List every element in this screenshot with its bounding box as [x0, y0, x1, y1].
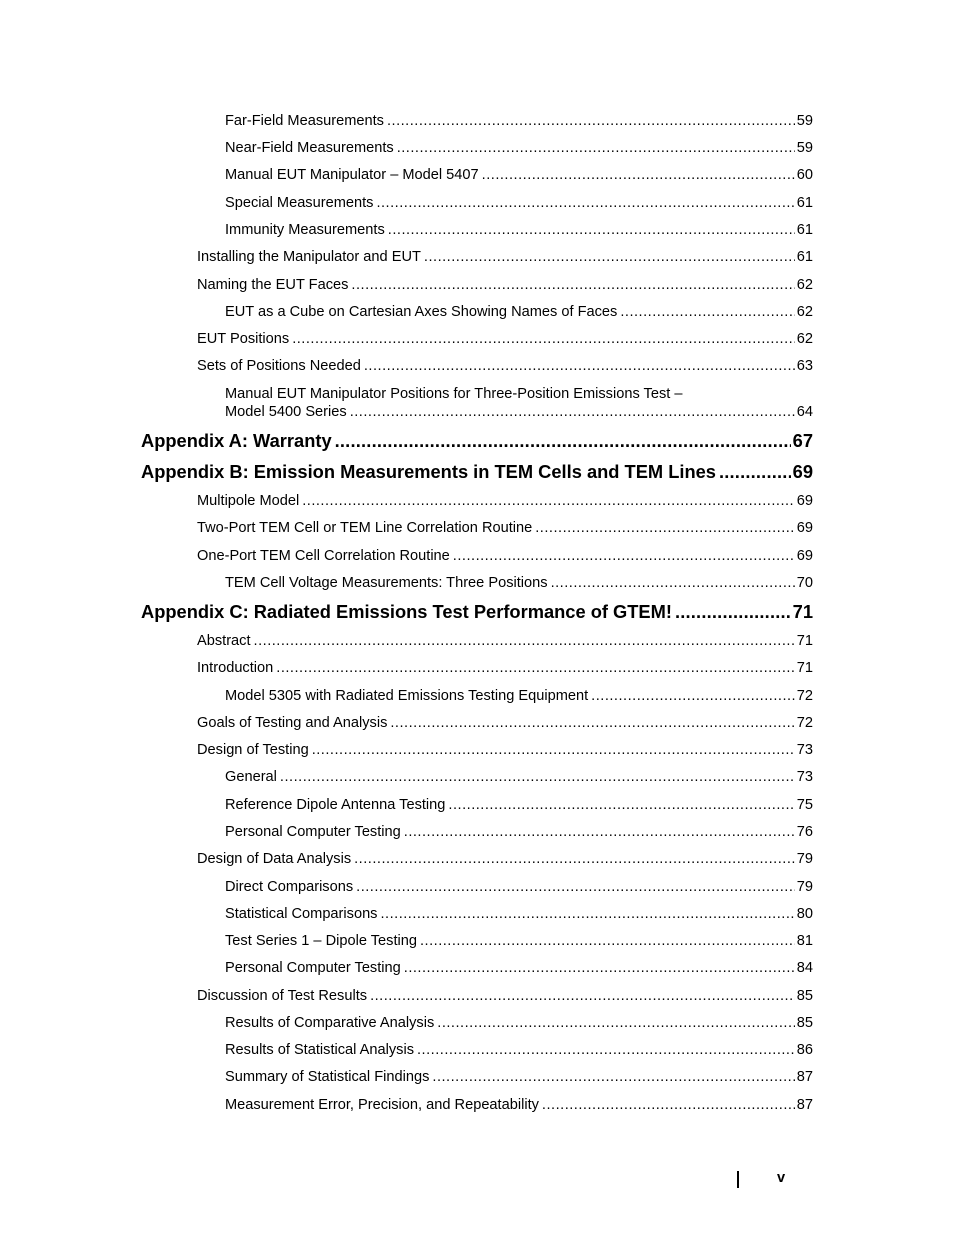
- toc-entry-page: 75: [796, 797, 813, 813]
- toc-entry[interactable]: [225, 932, 813, 950]
- toc-entry-page: 86: [796, 1042, 813, 1058]
- toc-entry[interactable]: [225, 112, 813, 130]
- toc-entry-page: 85: [796, 1015, 813, 1031]
- toc-entry-title: Installing the Manipulator and EUT: [197, 249, 421, 265]
- toc-entry[interactable]: [225, 194, 813, 212]
- toc-entry-page: 64: [796, 404, 813, 420]
- toc-entry-page: 79: [796, 879, 813, 895]
- toc-entry[interactable]: [225, 768, 813, 786]
- toc-entry-title: Appendix B: Emission Measurements in TEM Cells and TEM Lines: [141, 461, 716, 482]
- dot-leader: [432, 1068, 794, 1086]
- toc-entry-page: 59: [796, 113, 813, 129]
- toc-entry-title: Near-Field Measurements: [225, 140, 394, 156]
- toc-entry-title: Model 5400 Series: [225, 404, 347, 420]
- toc-entry[interactable]: [197, 659, 813, 677]
- footer-divider: [737, 1171, 739, 1188]
- toc-entry[interactable]: [225, 139, 813, 157]
- dot-leader: [390, 714, 794, 732]
- toc-entry-page: 87: [796, 1097, 813, 1113]
- toc-entry-page: 61: [796, 249, 813, 265]
- toc-entry[interactable]: [197, 492, 813, 510]
- toc-entry-title: EUT Positions: [197, 331, 290, 347]
- toc-entry[interactable]: [197, 714, 813, 732]
- toc-entry-title: Two-Port TEM Cell or TEM Line Correlation Routine: [197, 520, 533, 536]
- toc-entry-page: 85: [796, 988, 813, 1004]
- dot-leader: [302, 492, 795, 510]
- dot-leader: [351, 276, 794, 294]
- dot-leader: [254, 632, 795, 650]
- toc-entry-page: 72: [796, 688, 813, 704]
- toc-entry[interactable]: [225, 796, 813, 814]
- toc-entry-title: Appendix A: Warranty: [141, 430, 332, 451]
- dot-leader: [542, 1096, 795, 1114]
- toc-entry-title: Measurement Error, Precision, and Repeatability: [225, 1097, 539, 1113]
- toc-entry-title: Special Measurements: [225, 195, 374, 211]
- toc-entry[interactable]: [225, 687, 813, 705]
- toc-entry-title: General: [225, 769, 277, 785]
- toc-entry[interactable]: [197, 519, 813, 537]
- toc-entry[interactable]: [197, 850, 813, 868]
- toc-entry-page: 73: [796, 769, 813, 785]
- dot-leader: [675, 601, 791, 623]
- toc-entry-page: 69: [796, 493, 813, 509]
- toc-entry-title: One-Port TEM Cell Correlation Routine: [197, 548, 450, 564]
- toc-entry-title: Manual EUT Manipulator Positions for Three-Position Emissions Test –: [225, 386, 683, 402]
- dot-leader: [312, 741, 795, 759]
- dot-leader: [354, 850, 795, 868]
- dot-leader: [387, 112, 795, 130]
- dot-leader: [620, 303, 794, 321]
- dot-leader: [404, 823, 795, 841]
- toc-entry-page: 70: [796, 575, 813, 591]
- toc-entry-page: 84: [796, 960, 813, 976]
- toc-entry[interactable]: [197, 357, 813, 375]
- dot-leader: [364, 357, 795, 375]
- toc-entry-title: Model 5305 with Radiated Emissions Testing Equipment: [225, 688, 589, 704]
- toc-appendix-entry[interactable]: [141, 430, 813, 452]
- toc-entry-title: Reference Dipole Antenna Testing: [225, 797, 446, 813]
- toc-entry-title: Test Series 1 – Dipole Testing: [225, 933, 417, 949]
- dot-leader: [292, 330, 795, 348]
- dot-leader: [380, 905, 794, 923]
- toc-entry-page: 62: [796, 304, 813, 320]
- toc-entry-page: 69: [796, 520, 813, 536]
- toc-entry-page: 71: [792, 601, 813, 622]
- toc-entry-page: 79: [796, 851, 813, 867]
- toc-entry-title: Introduction: [197, 660, 274, 676]
- toc-entry-title: TEM Cell Voltage Measurements: Three Positions: [225, 575, 548, 591]
- dot-leader: [376, 194, 794, 212]
- toc-entry-title: Summary of Statistical Findings: [225, 1069, 430, 1085]
- toc-entry[interactable]: [197, 741, 813, 759]
- toc-entry-page: 87: [796, 1069, 813, 1085]
- toc-entry-page: 69: [796, 548, 813, 564]
- dot-leader: [370, 987, 795, 1005]
- dot-leader: [417, 1041, 795, 1059]
- dot-leader: [591, 687, 795, 705]
- toc-entry-page: 60: [796, 167, 813, 183]
- toc-entry-page: 69: [792, 461, 813, 482]
- toc-entry-title: Personal Computer Testing: [225, 960, 401, 976]
- dot-leader: [535, 519, 795, 537]
- toc-entry[interactable]: [197, 276, 813, 294]
- toc-entry-title: Design of Testing: [197, 742, 309, 758]
- toc-entry-page: 76: [796, 824, 813, 840]
- toc-entry[interactable]: [197, 987, 813, 1005]
- dot-leader: [424, 248, 795, 266]
- dot-leader: [551, 574, 795, 592]
- toc-entry[interactable]: [197, 547, 813, 565]
- toc-entry[interactable]: [225, 385, 813, 421]
- toc-entry[interactable]: [225, 1068, 813, 1086]
- toc-entry-title: Manual EUT Manipulator – Model 5407: [225, 167, 479, 183]
- dot-leader: [453, 547, 795, 565]
- toc-entry[interactable]: [225, 303, 813, 321]
- toc-entry-title: Direct Comparisons: [225, 879, 354, 895]
- toc-entry[interactable]: [225, 959, 813, 977]
- toc-entry-page: 62: [796, 331, 813, 347]
- toc-entry[interactable]: [225, 1096, 813, 1114]
- toc-entry[interactable]: [225, 905, 813, 923]
- toc-entry-title: EUT as a Cube on Cartesian Axes Showing Names of Faces: [225, 304, 618, 320]
- toc-entry[interactable]: [225, 823, 813, 841]
- toc-entry[interactable]: [197, 330, 813, 348]
- toc-entry-page: 67: [792, 430, 813, 451]
- dot-leader: [388, 221, 795, 239]
- toc-entry-page: 61: [796, 195, 813, 211]
- toc-entry-title: Appendix C: Radiated Emissions Test Performance of GTEM!: [141, 601, 672, 622]
- toc-entry-page: 61: [796, 222, 813, 238]
- footer-page-number: v: [777, 1170, 786, 1186]
- toc-entry[interactable]: [225, 166, 813, 184]
- toc-entry-title: Results of Comparative Analysis: [225, 1015, 435, 1031]
- toc-entry-title: Statistical Comparisons: [225, 906, 378, 922]
- toc-entry[interactable]: [197, 248, 813, 266]
- toc-entry-page: 63: [796, 358, 813, 374]
- dot-leader: [335, 430, 791, 452]
- toc-entry-title: Multipole Model: [197, 493, 300, 509]
- toc-entry-page: 62: [796, 277, 813, 293]
- toc-entry[interactable]: [197, 632, 813, 650]
- dot-leader: [350, 403, 795, 421]
- dot-leader: [404, 959, 795, 977]
- dot-leader: [280, 768, 795, 786]
- toc-entry-title: Abstract: [197, 633, 251, 649]
- toc-entry-title: Far-Field Measurements: [225, 113, 384, 129]
- toc-entry-title: Goals of Testing and Analysis: [197, 715, 388, 731]
- toc-entry-page: 71: [796, 660, 813, 676]
- toc-entry-page: 71: [796, 633, 813, 649]
- dot-leader: [437, 1014, 795, 1032]
- toc-entry[interactable]: [225, 574, 813, 592]
- toc-entry[interactable]: [225, 221, 813, 239]
- dot-leader: [356, 878, 795, 896]
- toc-appendix-entry[interactable]: [141, 601, 813, 623]
- toc-entry[interactable]: [225, 1041, 813, 1059]
- dot-leader: [719, 461, 791, 483]
- toc-entry-page: 59: [796, 140, 813, 156]
- dot-leader: [448, 796, 794, 814]
- dot-leader: [420, 932, 795, 950]
- toc-entry-page: 81: [796, 933, 813, 949]
- dot-leader: [397, 139, 795, 157]
- toc-entry-title: Results of Statistical Analysis: [225, 1042, 414, 1058]
- toc-appendix-entry[interactable]: [141, 461, 813, 483]
- dot-leader: [276, 659, 795, 677]
- toc-entry-title: Naming the EUT Faces: [197, 277, 349, 293]
- toc-entry-title: Sets of Positions Needed: [197, 358, 361, 374]
- toc-entry-title: Immunity Measurements: [225, 222, 385, 238]
- toc-entry-page: 80: [796, 906, 813, 922]
- toc-entry[interactable]: [225, 1014, 813, 1032]
- toc-entry-page: 72: [796, 715, 813, 731]
- toc-entry-page: 73: [796, 742, 813, 758]
- toc-entry-title: Design of Data Analysis: [197, 851, 352, 867]
- toc-entry-title: Discussion of Test Results: [197, 988, 368, 1004]
- toc-entry-title: Personal Computer Testing: [225, 824, 401, 840]
- toc-entry[interactable]: [225, 878, 813, 896]
- dot-leader: [482, 166, 795, 184]
